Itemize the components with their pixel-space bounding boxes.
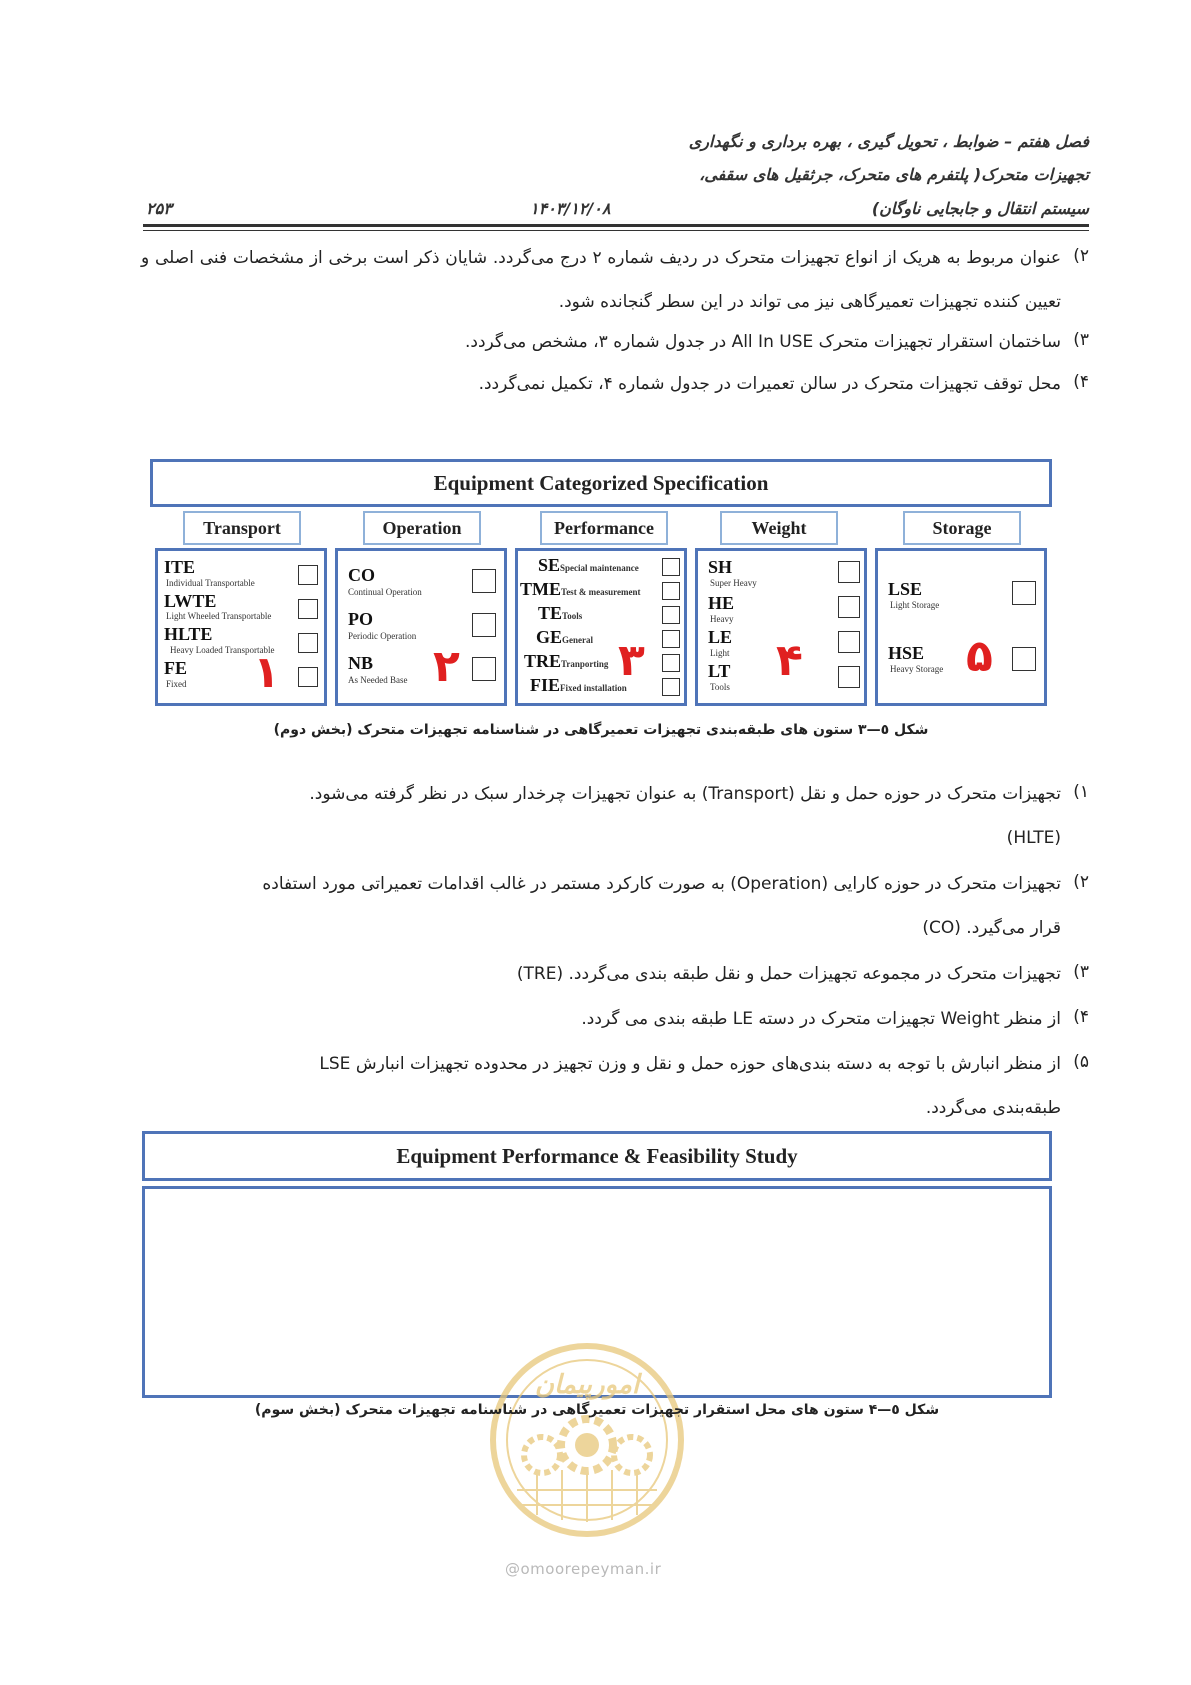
- figure-caption: شکل ٥—۴ ستون های محل استقرار تجهیزات تعمیرگاهی در شناسنامه تجهیزات متحرک (بخش سوم): [254, 1402, 940, 1418]
- list-line: از منظر Weight تجهیزات متحرک در دسته LE طبقه بندی می گردد.: [581, 1009, 1061, 1029]
- code-label: FE: [164, 658, 188, 678]
- list-item: محل توقف تجهیزات متحرک در سالن تعمیرات در جدول شماره ۴، تکمیل نمی‌گردد.: [478, 374, 1061, 394]
- marker-number: ۱: [253, 647, 280, 698]
- header-rule-thin: [143, 230, 1089, 231]
- code-label: TMETest & measurement: [520, 579, 641, 599]
- code-desc: Super Heavy: [710, 578, 757, 588]
- checkbox[interactable]: [838, 666, 860, 688]
- code-label: HSE: [888, 643, 925, 663]
- checkbox[interactable]: [472, 613, 496, 637]
- list-number: ۱): [1073, 782, 1089, 802]
- storage-box: [875, 548, 1047, 706]
- checkbox[interactable]: [662, 558, 680, 576]
- code-label: TRETranporting: [524, 651, 609, 671]
- checkbox[interactable]: [298, 565, 318, 585]
- code-desc: Tools: [710, 682, 730, 692]
- checkbox[interactable]: [662, 630, 680, 648]
- marker-number: ۳: [618, 635, 645, 686]
- category-transport: Transport: [183, 511, 301, 545]
- code-desc: As Needed Base: [348, 675, 408, 685]
- watermark-logo: [487, 1340, 687, 1540]
- list-item: [141, 1042, 1061, 1130]
- list-number: ۴): [1073, 1007, 1089, 1027]
- marker-number: ۵: [966, 631, 993, 682]
- code-desc: Fixed: [166, 679, 187, 689]
- code-label: ITE: [164, 557, 196, 577]
- page-number: ۲۵۳: [146, 199, 172, 218]
- category-operation: Operation: [363, 511, 481, 545]
- category-performance: Performance: [540, 511, 668, 545]
- doc-date: ۱۴۰۳/۱۲/۰۸: [530, 199, 611, 218]
- list-number: ۲): [1073, 872, 1089, 892]
- code-desc: Periodic Operation: [348, 631, 417, 641]
- code-label: SH: [708, 557, 733, 577]
- checkbox[interactable]: [472, 657, 496, 681]
- checkbox[interactable]: [662, 654, 680, 672]
- checkbox[interactable]: [662, 582, 680, 600]
- list-line: تجهیزات متحرک در حوزه حمل و نقل (Transport) به عنوان تجهیزات چرخدار سبک در نظر گرفته می‌شود.: [309, 784, 1061, 804]
- list-number: ۳): [1073, 330, 1089, 350]
- list-item: ساختمان استقرار تجهیزات متحرک All In USE در جدول شماره ۳، مشخص می‌گردد.: [465, 332, 1061, 352]
- list-number: ۵): [1073, 1052, 1089, 1072]
- checkbox[interactable]: [1012, 581, 1036, 605]
- list-number: ۳): [1073, 962, 1089, 982]
- code-label: LWTE: [164, 591, 217, 611]
- list-number: ۴): [1073, 372, 1089, 392]
- header-rule: [143, 224, 1089, 227]
- code-desc: Light Wheeled Transportable: [166, 611, 272, 621]
- code-label: SESpecial maintenance: [538, 555, 639, 575]
- watermark-logo-text: امورپیمان: [534, 1370, 640, 1400]
- figure-title: Equipment Performance & Feasibility Study: [396, 1144, 798, 1168]
- code-label: LE: [708, 627, 733, 647]
- list-item: [141, 997, 1061, 1041]
- code-label: LT: [708, 661, 731, 681]
- watermark-url: @omoorepeyman.ir: [505, 1560, 662, 1578]
- weight-box: [695, 548, 867, 706]
- code-desc: Heavy: [710, 614, 734, 624]
- figure-title-box: [142, 1131, 1052, 1181]
- transport-box: [155, 548, 327, 706]
- code-desc: Individual Transportable: [166, 578, 255, 588]
- checkbox[interactable]: [838, 596, 860, 618]
- marker-number: ۲: [433, 641, 460, 692]
- category-storage: Storage: [903, 511, 1021, 545]
- code-desc: Light: [710, 648, 730, 658]
- code-label: HLTE: [164, 624, 213, 644]
- code-label: PO: [348, 609, 373, 629]
- figure-caption: شکل ٥—۳ ستون های طبقه‌بندی تجهیزات تعمیرگاهی در شناسنامه تجهیزات متحرک (بخش دوم): [273, 722, 929, 738]
- list-line: تجهیزات متحرک در حوزه کارایی (Operation) به صورت کارکرد مستمر در غالب اقدامات تعمیراتی مورد استفاده: [262, 874, 1061, 894]
- checkbox[interactable]: [298, 667, 318, 687]
- chapter-subtitle-2: سیستم انتقال و جابجایی ناوگان): [871, 199, 1089, 218]
- code-desc: Light Storage: [890, 600, 940, 610]
- figure-title: Equipment Categorized Specification: [433, 471, 769, 495]
- code-desc: Continual Operation: [348, 587, 422, 597]
- checkbox[interactable]: [1012, 647, 1036, 671]
- chapter-subtitle: تجهیزات متحرک( پلتفرم های متحرک، جرثقیل های سقفی،: [699, 165, 1089, 184]
- list-number: ۲): [1073, 246, 1089, 266]
- code-label: LSE: [888, 579, 923, 599]
- code-label: TETools: [538, 603, 583, 623]
- figure-title-box: [150, 459, 1052, 507]
- performance-box: [515, 548, 687, 706]
- list-line: تجهیزات متحرک در مجموعه تجهیزات حمل و نقل طبقه بندی می‌گردد. (TRE): [516, 964, 1061, 984]
- checkbox[interactable]: [838, 631, 860, 653]
- code-label: FIEFixed installation: [530, 675, 627, 695]
- code-desc: Heavy Storage: [890, 664, 944, 674]
- list-line: (HLTE): [1006, 828, 1061, 848]
- operation-box: [335, 548, 507, 706]
- code-label: NB: [348, 653, 374, 673]
- checkbox[interactable]: [472, 569, 496, 593]
- code-label: GEGeneral: [536, 627, 594, 647]
- list-line: قرار می‌گیرد. (CO): [922, 918, 1061, 938]
- chapter-title: فصل هفتم – ضوابط ، تحویل گیری ، بهره برداری و نگهداری: [688, 132, 1089, 151]
- code-desc: Heavy Loaded Transportable: [170, 645, 275, 655]
- marker-number: ۴: [776, 635, 803, 686]
- checkbox[interactable]: [298, 599, 318, 619]
- code-label: CO: [348, 565, 375, 585]
- list-line: از منظر انبارش با توجه به دسته بندی‌های حوزه حمل و نقل و وزن تجهیز در محدوده تجهیزات انبارش LSE: [319, 1054, 1061, 1074]
- list-item: عنوان مربوط به هریک از انواع تجهیزات متحرک در ردیف شماره ۲ درج می‌گردد. شایان ذکر است برخی از مشخصات فنی اصلی و تعیین کننده تجهیزات تعمیرگاهی نیز می تواند در این سطر گنجانده شود.: [141, 248, 1061, 312]
- checkbox[interactable]: [662, 606, 680, 624]
- category-weight: Weight: [720, 511, 838, 545]
- list-item: [141, 952, 1061, 996]
- list-item: [141, 772, 1061, 860]
- checkbox[interactable]: [662, 678, 680, 696]
- list-line: طبقه‌بندی می‌گردد.: [925, 1098, 1061, 1118]
- checkbox[interactable]: [838, 561, 860, 583]
- code-label: HE: [708, 593, 735, 613]
- list-item: [141, 862, 1061, 950]
- checkbox[interactable]: [298, 633, 318, 653]
